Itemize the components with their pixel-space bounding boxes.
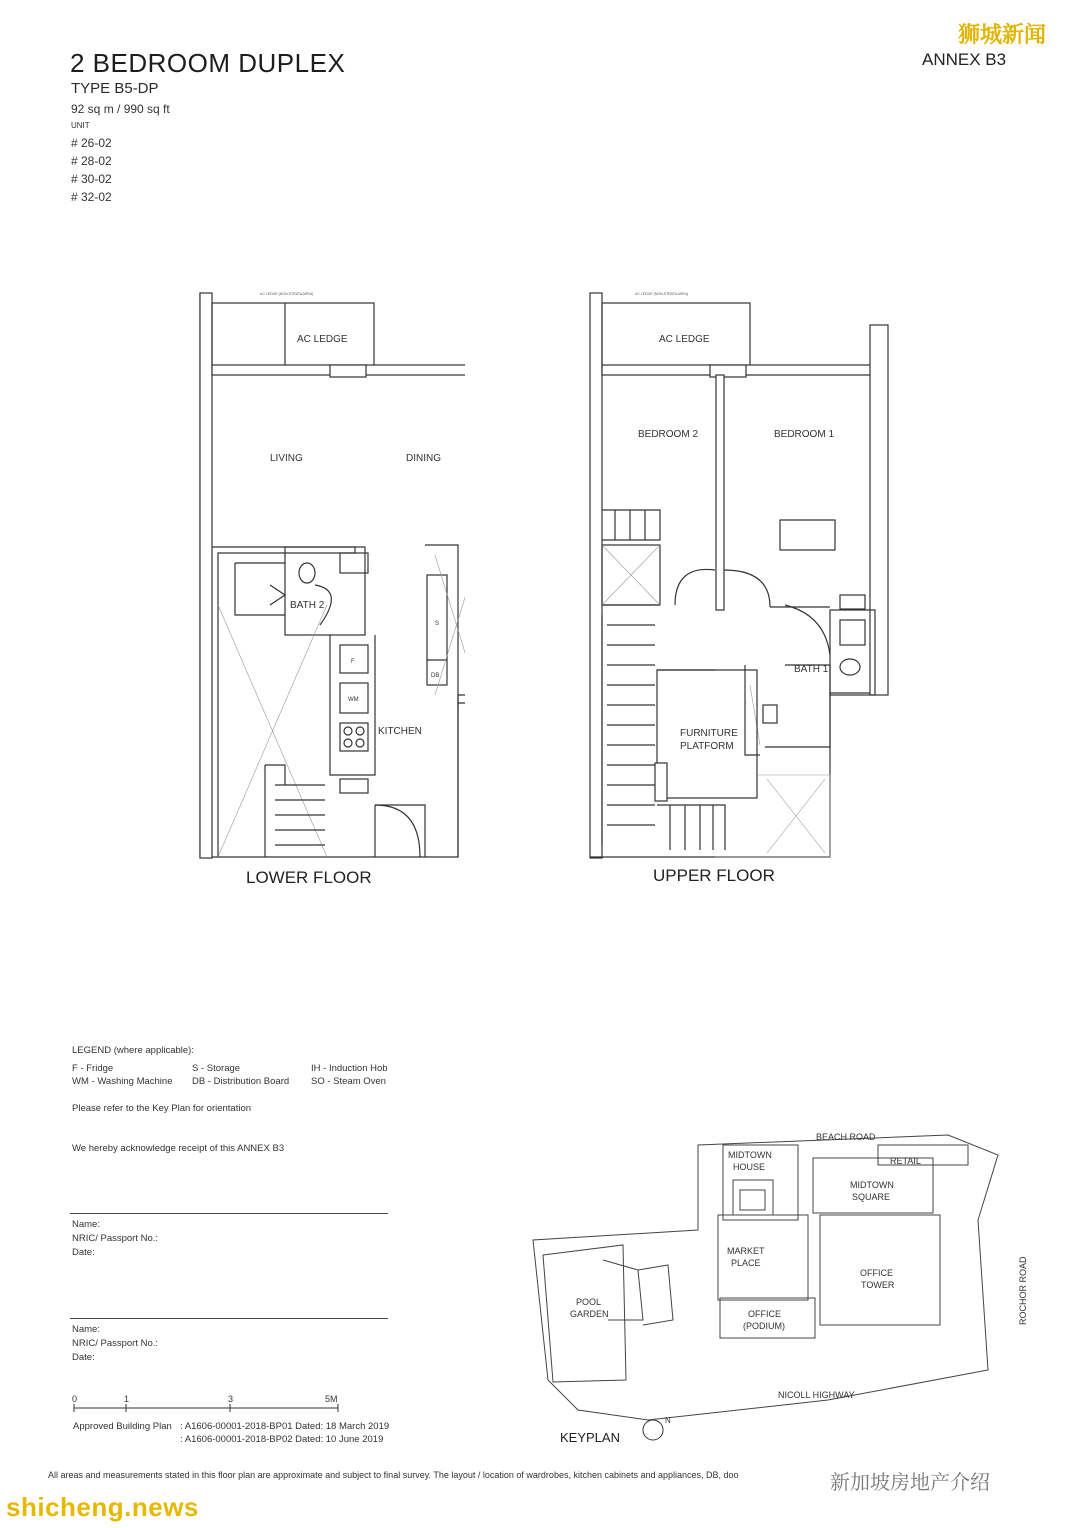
unit-number: # 26-02 bbox=[71, 136, 112, 150]
disclaimer: All areas and measurements stated in this floor plan are approximate and subject to final survey. The layout / location of wardrobes, kitchen cabinets and appliances, DB, doo bbox=[48, 1470, 739, 1480]
bath1-label: BATH 1 bbox=[794, 664, 829, 675]
name-label: Name: bbox=[72, 1324, 100, 1335]
wm-label: WM bbox=[348, 697, 359, 703]
market-place-label: MARKET bbox=[727, 1246, 765, 1256]
unit-type: TYPE B5-DP bbox=[71, 80, 159, 97]
page-title: 2 BEDROOM DUPLEX bbox=[70, 48, 346, 78]
ac-ledge-label: AC LEDGE bbox=[659, 334, 710, 345]
north-label: N bbox=[665, 1416, 671, 1425]
market-place-label: PLACE bbox=[731, 1258, 761, 1268]
office-tower-label: OFFICE bbox=[860, 1268, 893, 1278]
lower-floor-plan bbox=[195, 285, 465, 865]
legend-heading: LEGEND (where applicable): bbox=[72, 1045, 194, 1056]
acknowledgement: We hereby acknowledge receipt of this ANNEX B3 bbox=[72, 1143, 285, 1154]
living-label: LIVING bbox=[270, 453, 303, 464]
lower-floor-caption: LOWER FLOOR bbox=[246, 868, 372, 887]
approval-line1: : A1606-00001-2018-BP01 Dated: 18 March 2019 bbox=[180, 1421, 390, 1432]
unit-number: # 32-02 bbox=[71, 190, 112, 204]
nric-label: NRIC/ Passport No.: bbox=[72, 1338, 159, 1349]
ac-note: AC LEDGE (NON-STRATA AREA) bbox=[635, 292, 689, 296]
scale-tick: 3 bbox=[228, 1394, 234, 1404]
legend-item: WM - Washing Machine bbox=[72, 1076, 173, 1087]
bedroom2-label: BEDROOM 2 bbox=[638, 429, 699, 440]
retail-label: RETAIL bbox=[890, 1156, 921, 1166]
upper-floor-drawing bbox=[585, 285, 895, 860]
pool-garden-label: GARDEN bbox=[570, 1309, 609, 1319]
north-arrow-icon bbox=[643, 1420, 663, 1440]
nric-label: NRIC/ Passport No.: bbox=[72, 1233, 159, 1244]
approval-label: Approved Building Plan bbox=[73, 1421, 172, 1432]
midtown-house-label: MIDTOWN bbox=[728, 1150, 772, 1160]
beach-road-label: BEACH ROAD bbox=[816, 1132, 876, 1142]
legend-item: IH - Induction Hob bbox=[311, 1063, 388, 1074]
signature-line bbox=[70, 1213, 388, 1214]
unit-area: 92 sq m / 990 sq ft bbox=[71, 102, 170, 116]
office-podium-label: (PODIUM) bbox=[743, 1321, 785, 1331]
keyplan-map bbox=[528, 1120, 1038, 1455]
unit-number: # 30-02 bbox=[71, 172, 112, 186]
unit-list bbox=[71, 134, 112, 206]
midtown-square-label: MIDTOWN bbox=[850, 1180, 894, 1190]
office-podium-label: OFFICE bbox=[748, 1309, 781, 1319]
office-tower-label: TOWER bbox=[861, 1280, 895, 1290]
unit-number: # 28-02 bbox=[71, 154, 112, 168]
dining-label: DINING bbox=[406, 453, 441, 464]
nicoll-highway-label: NICOLL HIGHWAY bbox=[778, 1390, 855, 1400]
midtown-square-label: SQUARE bbox=[852, 1192, 891, 1202]
legend-item: SO - Steam Oven bbox=[311, 1076, 386, 1087]
date-label: Date: bbox=[72, 1247, 95, 1258]
site-watermark: shicheng.news bbox=[6, 1492, 199, 1522]
legend-item: F - Fridge bbox=[72, 1063, 114, 1074]
platform-label: PLATFORM bbox=[680, 741, 734, 752]
scale-bar bbox=[70, 1392, 350, 1419]
db-label: DB bbox=[431, 673, 440, 679]
scale-tick: 1 bbox=[124, 1394, 130, 1404]
kitchen-label: KITCHEN bbox=[378, 726, 422, 737]
annex-label: ANNEX B3 bbox=[922, 50, 1007, 69]
legend-item: S - Storage bbox=[192, 1063, 241, 1074]
unit-label: UNIT bbox=[71, 121, 90, 130]
scale-tick: 5M bbox=[325, 1394, 338, 1404]
watermark-logo-text: 狮城新闻 bbox=[958, 22, 1047, 47]
date-label: Date: bbox=[72, 1352, 95, 1363]
lower-floor-drawing bbox=[195, 285, 465, 860]
upper-floor-caption: UPPER FLOOR bbox=[653, 866, 775, 885]
storage-label: S bbox=[435, 621, 440, 627]
midtown-house-label: HOUSE bbox=[733, 1162, 766, 1172]
fridge-label: F bbox=[351, 659, 355, 665]
bedroom1-label: BEDROOM 1 bbox=[774, 429, 835, 440]
ac-ledge-label: AC LEDGE bbox=[297, 334, 348, 345]
approval-line2: : A1606-00001-2018-BP02 Dated: 10 June 2019 bbox=[180, 1434, 384, 1445]
legend-item: DB - Distribution Board bbox=[192, 1076, 290, 1087]
rochor-road-label: ROCHOR ROAD bbox=[1018, 1256, 1028, 1325]
pool-garden-label: POOL bbox=[576, 1297, 602, 1307]
name-label: Name: bbox=[72, 1219, 100, 1230]
keyplan-caption: KEYPLAN bbox=[560, 1430, 620, 1445]
bath2-label: BATH 2 bbox=[290, 600, 325, 611]
upper-floor-plan bbox=[585, 285, 895, 865]
ac-note: AC LEDGE (NON-STRATA AREA) bbox=[260, 292, 314, 296]
keyplan-note: Please refer to the Key Plan for orientation bbox=[72, 1103, 252, 1114]
scale-tick: 0 bbox=[72, 1394, 78, 1404]
furniture-label: FURNITURE bbox=[680, 728, 738, 739]
signature-line bbox=[70, 1318, 388, 1319]
wechat-watermark: 新加坡房地产介绍 bbox=[830, 1472, 990, 1494]
